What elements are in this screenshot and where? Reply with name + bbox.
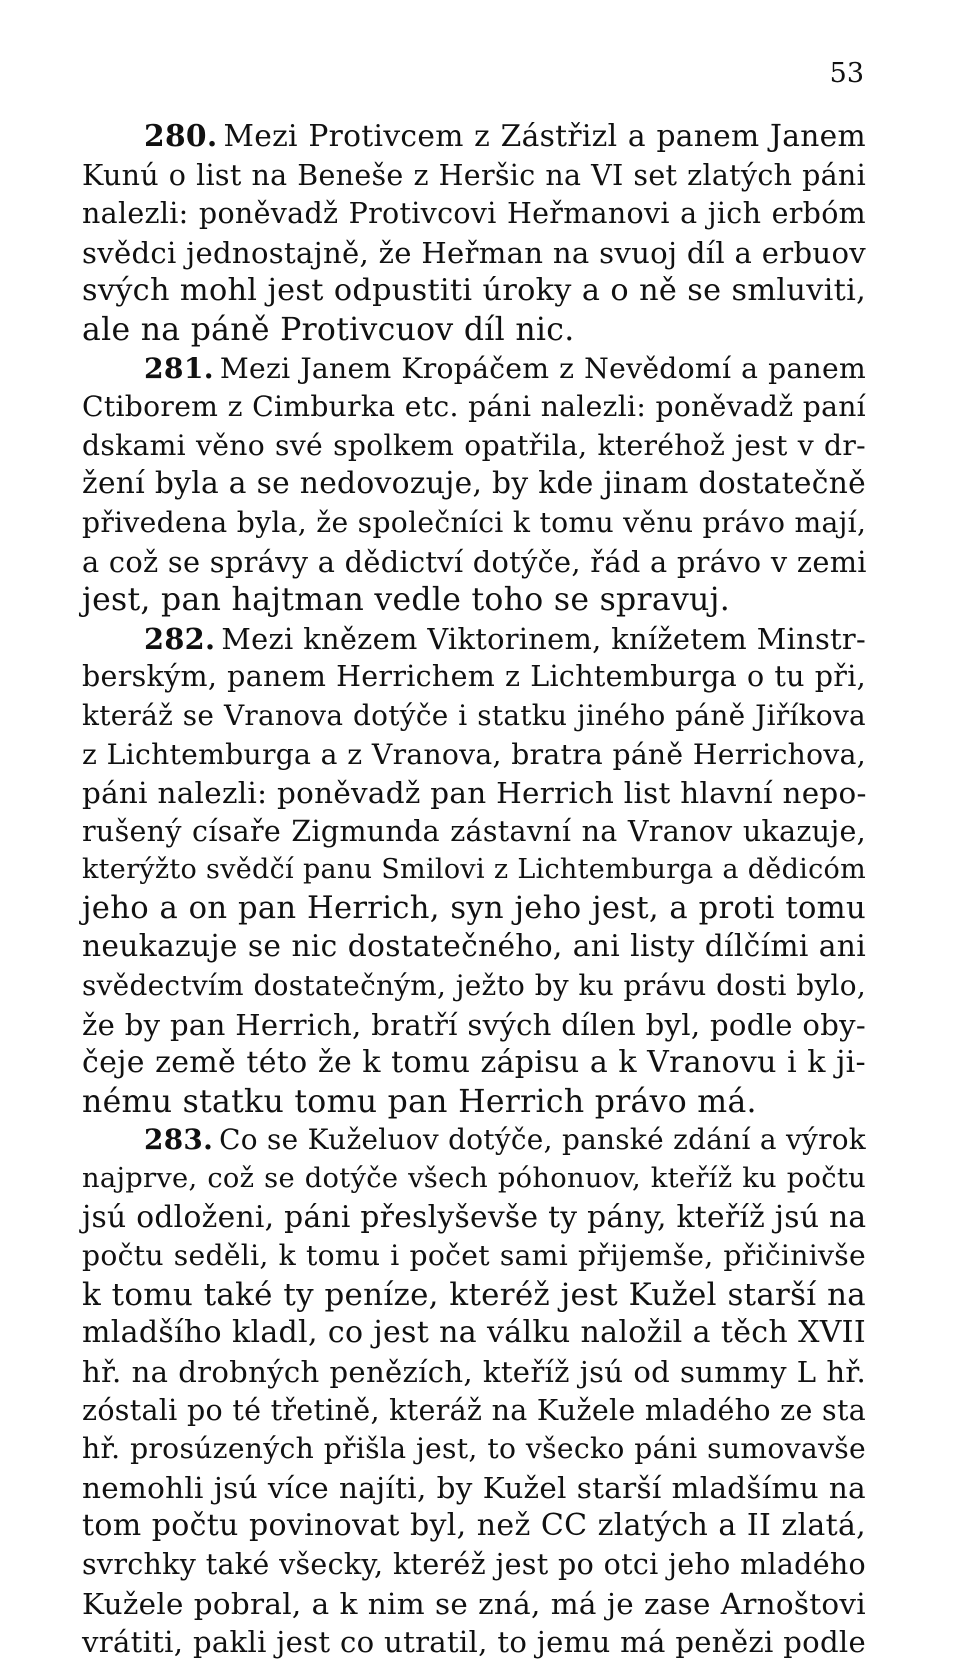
line-text: rušený císaře Zigmunda zástavní na Vranov ukazuje, — [82, 814, 866, 848]
paragraph-number: 281. — [144, 351, 214, 385]
text-line — [82, 234, 866, 273]
line-text: jeho a on pan Herrich, syn jeho jest, a proti tomu — [82, 890, 866, 926]
text-line — [82, 890, 866, 929]
line-text: Mezi knězem Viktorinem, knížetem Minstr- — [221, 621, 866, 656]
text-line — [82, 465, 866, 504]
text-line — [82, 851, 866, 890]
line-text: k tomu také ty peníze, kteréž jest Kužel starší na — [82, 1276, 866, 1313]
text-line — [82, 350, 866, 389]
text-line — [82, 1430, 866, 1469]
text-line — [82, 1353, 866, 1392]
text-line — [82, 774, 866, 813]
line-text: vrátiti, pakli jest co utratil, to jemu má penězi podle — [82, 1625, 866, 1660]
line-text: Mezi Janem Kropáčem z Nevědomí a panem — [219, 351, 866, 385]
line-text: dskami věno své spolkem opatřila, kteréhož jest v dr- — [82, 428, 866, 462]
text-line — [82, 1083, 866, 1122]
line-text: jest, pan hajtman vedle toho se spravuj. — [82, 582, 731, 619]
line-text: neukazuje se nic dostatečného, ani listy dílčími ani — [82, 929, 866, 965]
page-number: 53 — [829, 58, 864, 89]
text-line — [82, 543, 866, 582]
line-text: zóstali po té třetině, kteráž na Kužele mladého ze sta — [82, 1393, 866, 1427]
text-line — [82, 195, 866, 234]
line-text: svrchky také všecky, kteréž jest po otci jeho mladého — [82, 1547, 866, 1581]
line-text: mladšího kladl, co jest na válku naložil a těch XVII — [82, 1315, 866, 1351]
text-line — [82, 1237, 866, 1276]
text-line — [82, 427, 866, 466]
line-text: a což se správy a dědictví dotýče, řád a právo v zemi — [82, 544, 867, 579]
text-line — [82, 1623, 866, 1662]
line-text: čeje země této že k tomu zápisu a k Vranovu i k ji- — [82, 1045, 866, 1081]
line-text: nému statku tomu pan Herrich právo má. — [82, 1083, 757, 1120]
text-line — [82, 967, 866, 1006]
line-text: Kužele pobral, a k nim se zná, má je zase Arnoštovi — [82, 1586, 866, 1621]
line-text: kteráž se Vranova dotýče i statku jiného páně Jiříkova — [82, 698, 866, 732]
text-line — [82, 1006, 866, 1045]
text-line — [82, 1314, 866, 1353]
line-text: jsú odloženi, páni přeslyševše ty pány, kteříž jsú na — [82, 1199, 867, 1235]
line-text: tom počtu povinovat byl, než CC zlatých a II zlatá, — [82, 1508, 866, 1544]
text-line — [82, 1507, 866, 1546]
line-text: Ctiborem z Cimburka etc. páni nalezli: poněvadž paní — [82, 390, 866, 424]
line-text: hř. prosúzených přišla jest, to všecko páni sumovavše — [82, 1432, 866, 1466]
line-text: počtu seděli, k tomu i počet sami přijemše, přičinivše — [82, 1239, 866, 1273]
line-text: že by pan Herrich, bratří svých dílen byl, podle oby- — [82, 1007, 866, 1042]
text-line — [82, 157, 866, 196]
text-line — [82, 1469, 866, 1508]
text-line — [82, 118, 866, 157]
line-text: z Lichtemburga a z Vranova, bratra páně Herrichova, — [82, 737, 866, 771]
line-text: ale na páně Protivcuov díl nic. — [82, 311, 575, 348]
line-text: kterýžto svědčí panu Smilovi z Lichtemburga a dědicóm — [82, 854, 866, 886]
line-text: svědectvím dostatečným, ježto by ku právu dosti bylo, — [82, 969, 866, 1003]
text-line — [82, 1392, 866, 1431]
line-text: Co se Kuželuov dotýče, panské zdání a výrok — [219, 1123, 866, 1157]
text-line — [82, 1121, 866, 1160]
line-text: Kunú o list na Beneše z Heršic na VI set zlatých páni — [82, 158, 866, 192]
text-line — [82, 1160, 866, 1199]
line-text: Mezi Protivcem z Zástřizl a panem Janem — [223, 119, 866, 154]
paragraph-number: 280. — [144, 119, 218, 154]
paragraph-number: 283. — [144, 1123, 214, 1157]
text-line — [82, 697, 866, 736]
text-line — [82, 1546, 866, 1585]
text-line — [82, 581, 866, 620]
text-line — [82, 813, 866, 852]
line-text: přivedena byla, že společníci k tomu věnu právo mají, — [82, 505, 867, 539]
text-line — [82, 1044, 866, 1083]
text-line — [82, 736, 866, 775]
text-line — [82, 620, 866, 659]
text-line — [82, 311, 866, 350]
text-line — [82, 504, 866, 543]
text-line — [82, 658, 866, 697]
text-line — [82, 928, 866, 967]
text-line — [82, 388, 866, 427]
line-text: nemohli jsú více najíti, by Kužel starší mladšímu na — [82, 1470, 866, 1505]
line-text: najprve, což se dotýče všech póhonuov, kteříž ku počtu — [82, 1163, 866, 1195]
line-text: berským, panem Herrichem z Lichtemburga o tu při, — [82, 660, 866, 694]
line-text: hř. na drobných penězích, kteříž jsú od summy L hř. — [82, 1355, 866, 1389]
line-text: žení byla a se nedovozuje, by kde jinam dostatečně — [82, 466, 866, 502]
line-text: nalezli: poněvadž Protivcovi Heřmanovi a jich erbóm — [82, 197, 866, 231]
paragraph-number: 282. — [144, 621, 216, 656]
text-line — [82, 1585, 866, 1624]
text-line — [82, 1276, 866, 1315]
body-text — [82, 118, 866, 1662]
line-text: svědci jednostajně, že Heřman na svuoj díl a erbuov — [82, 235, 866, 270]
text-line — [82, 1199, 866, 1238]
line-text: páni nalezli: poněvadž pan Herrich list hlavní nepo- — [82, 776, 867, 811]
line-text: svých mohl jest odpustiti úroky a o ně se smluviti, — [82, 273, 866, 309]
text-line — [82, 272, 866, 311]
